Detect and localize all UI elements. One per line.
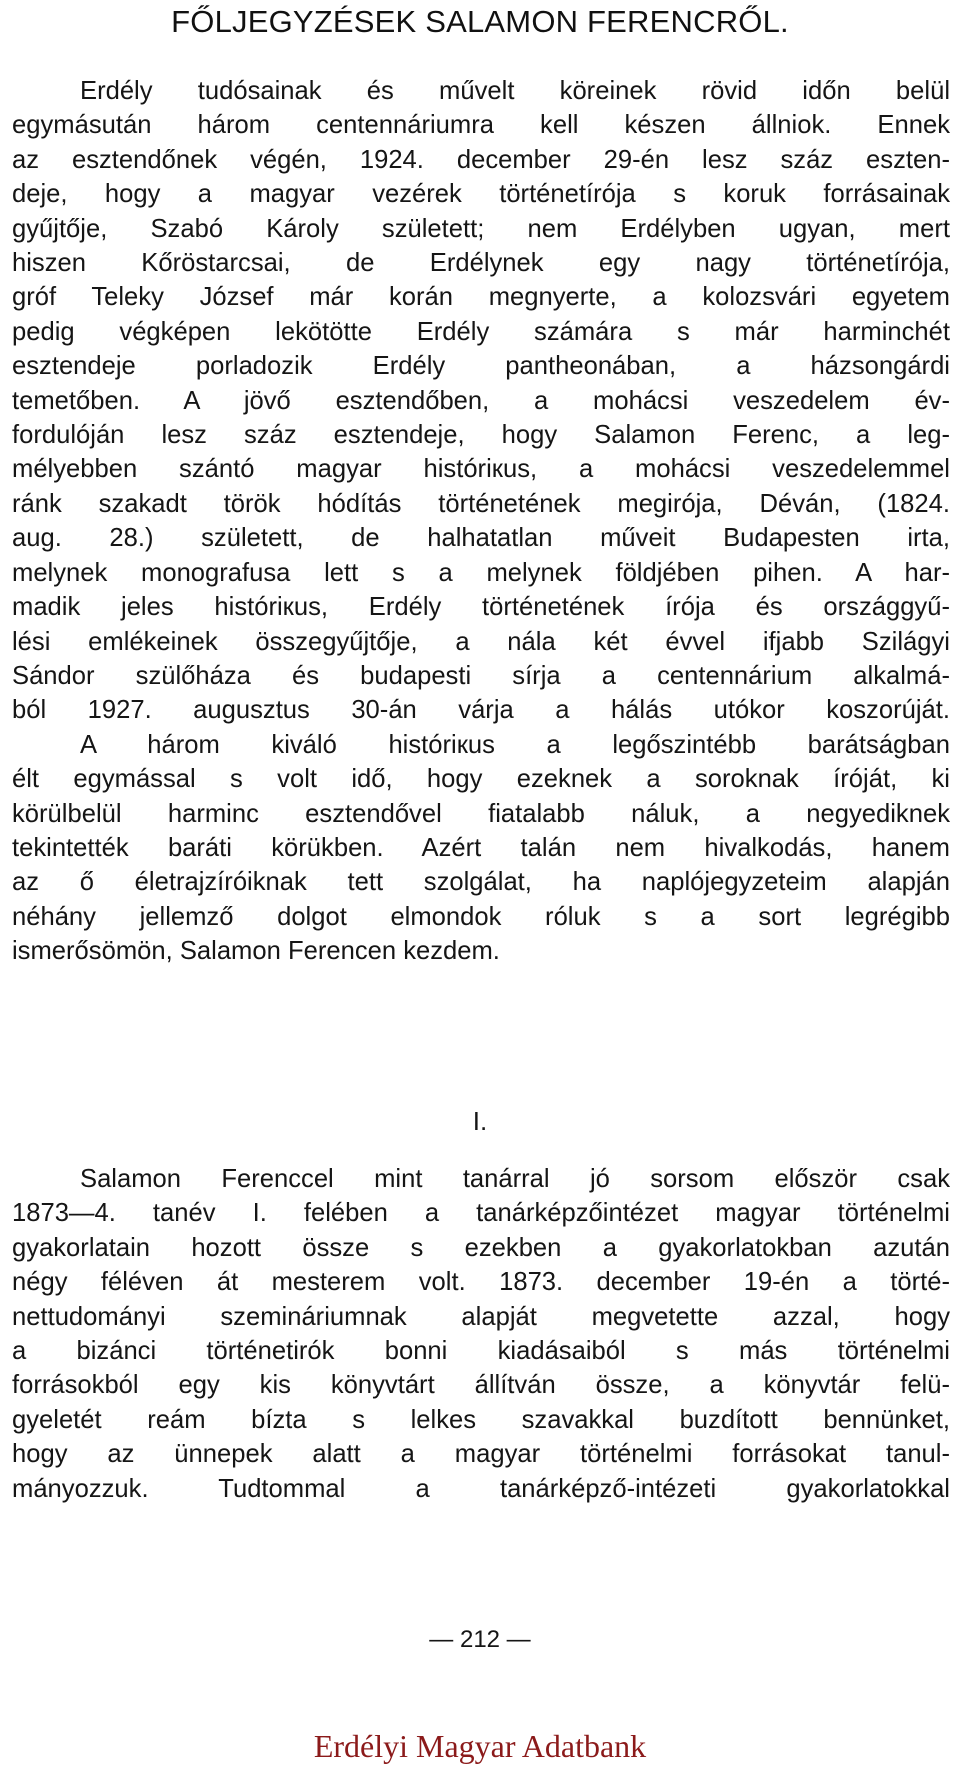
text-line: körülbelül harminc esztendővel fiatalabb náluk, a negyediknek [12,799,950,828]
text-line: a bizánci történetirók bonni kiadásaiból s más történelmi [12,1337,950,1366]
text-line: tekintették baráti körükben. Azért talán nem hivalkodás, hanem [12,833,950,862]
text-line: mélyebben szántó magyar históriкus, a mohácsi veszedelemmel [12,455,950,484]
intro-paragraph [12,74,950,969]
text-line: ismerősömön, Salamon Ferencen kezdem. [12,937,500,966]
text-line: temetőben. A jövő esztendőben, a mohácsi veszedelem év- [12,386,950,415]
text-line: gyeletét reám bízta s lelkes szavakkal buzdított bennünket, [12,1405,950,1434]
text-line: négy féléven át mesterem volt. 1873. december 19-én a törté- [12,1268,950,1297]
text-line: mányozzuk. Tudtommal a tanárképző-intézeti gyakorlatokkal [12,1474,950,1503]
text-line: 1873—4. tanév I. felében a tanárképzőintézet magyar történelmi [12,1199,950,1228]
text-line: gróf Teleky József már korán megnyerte, a kolozsvári egyetem [12,283,950,312]
text-line: élt egymással s volt idő, hogy ezeknek a soroknak íróját, ki [12,765,950,794]
text-line: melynek monografusa lett s a melynek földjében pihen. A har- [12,558,950,587]
text-line: lési emlékeinek összegyűjtője, a nála két évvel ifjabb Szilágyi [12,627,950,656]
text-line: ránk szakadt török hódítás történetének megirója, Déván, (1824. [12,489,950,518]
text-line: gyakorlatain hozott össze s ezekben a gyakorlatokban azután [12,1233,950,1262]
page-title: FŐLJEGYZÉSEK SALAMON FERENCRŐL. [171,4,789,39]
text-line: madik jeles históriкus, Erdély történetének írója és országgyű- [12,593,950,622]
text-line: hogy az ünnepek alatt a magyar történelmi forrásokat tanul- [12,1440,950,1469]
text-line: gyűjtője, Szabó Károly született; nem Erdélyben ugyan, mert [12,214,950,243]
text-line: néhány jellemző dolgot elmondok róluk s a sort legrégibb [12,902,950,931]
text-line: aug. 28.) született, de halhatatlan műveit Budapesten irta, [12,524,950,553]
text-line: az ő életrajzíróiknak tett szolgálat, ha naplójegyzeteim alapján [12,868,950,897]
text-line: nettudományi szemináriumnak alapját megvetette azzal, hogy [12,1302,950,1331]
page-number: — 212 — [429,1626,531,1653]
section-paragraph [12,1162,950,1506]
text-line: Salamon Ferenccel mint tanárral jó sorsom először csak [80,1165,950,1193]
text-line: Sándor szülőháza és budapesti sírja a centennárium alkalmá- [12,661,950,690]
text-line: deje, hogy a magyar vezérek történetírója s koruk forrásainak [12,180,950,209]
text-line: hiszen Kőröstarcsai, de Erdélynek egy nagy történetírója, [12,249,950,278]
watermark: Erdélyi Magyar Adatbank [313,1728,647,1764]
text-line: az esztendőnek végén, 1924. december 29-én lesz száz eszten- [12,145,950,174]
text-line: ból 1927. augusztus 30-án várja a hálás utókor koszorúját. [12,696,950,725]
text-line: forrásokból egy kis könyvtárt állítván össze, a könyvtár felü- [12,1371,950,1400]
section-number: I. [472,1106,488,1136]
text-line: esztendeje porladozik Erdély pantheonában, a házsongárdi [12,352,950,381]
text-line: fordulóján lesz száz esztendeje, hogy Salamon Ferenc, a leg- [12,421,950,450]
text-line: A három kiváló históriкus a legőszintébb barátságban [80,730,950,759]
text-line: Erdély tudósainak és művelt köreinek rövid időn belül [80,77,950,105]
text-line: pedig végképen lekötötte Erdély számára s már harminchét [12,317,950,346]
text-line: egymásután három centennáriumra kell készen állniok. Ennek [12,111,950,140]
